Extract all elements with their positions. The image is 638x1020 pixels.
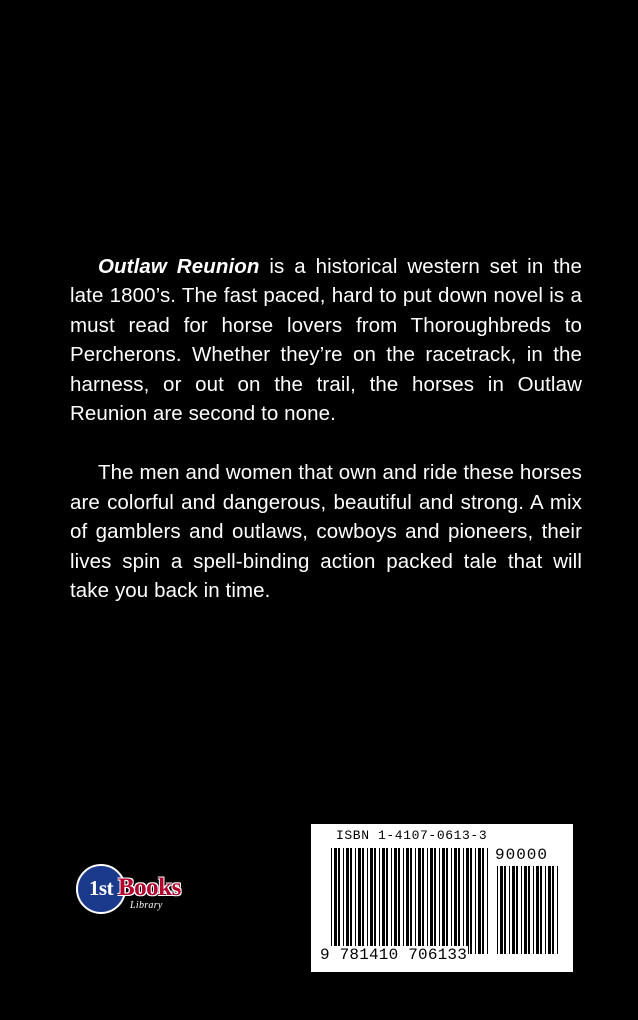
barcode-bar: [338, 848, 340, 954]
barcode-bar: [458, 848, 460, 954]
barcode-bar: [548, 866, 551, 954]
barcode-bar: [418, 848, 421, 954]
barcode-bar: [427, 848, 428, 954]
blurb-paragraph-1-text: is a historical western set in the late 1800’s. The fast paced, hard to put down novel is a must read for horse lovers from Thoroughbreds to Percherons. Whether they’re on the racetrack, in the harness, or out on the trail, the horses in Outlaw Reunion are second to none.: [70, 255, 582, 426]
barcode-bar: [343, 848, 344, 954]
barcode-bar: [331, 848, 332, 954]
barcode-bar: [540, 866, 542, 954]
barcode-bar: [533, 866, 534, 954]
barcode-bar: [516, 866, 518, 954]
barcode-bar: [487, 848, 488, 954]
logo-number: 1st: [88, 876, 114, 900]
publisher-logo: [72, 864, 192, 920]
barcode-bar: [434, 848, 436, 954]
barcode-bar: [504, 866, 506, 954]
barcode-bar: [382, 848, 385, 954]
barcode-bar: [482, 848, 484, 954]
barcode-bar: [463, 848, 464, 954]
barcode-bar: [334, 848, 337, 954]
barcode-bar: [403, 848, 404, 954]
barcode-bar: [451, 848, 452, 954]
barcode-bar: [509, 866, 510, 954]
logo-word: Books: [118, 874, 181, 901]
barcode-addon-number: 90000: [495, 846, 549, 864]
barcode-bar: [521, 866, 522, 954]
barcode-bar: [355, 848, 356, 954]
barcode-bar: [346, 848, 349, 954]
barcode-bar: [410, 848, 412, 954]
barcode-bar: [374, 848, 376, 954]
barcode-addon-icon: [497, 866, 559, 954]
barcode-bar: [557, 866, 558, 954]
barcode-bar: [478, 848, 481, 954]
logo-sub: Library: [130, 900, 163, 911]
barcode-bar: [391, 848, 392, 954]
barcode-bar: [536, 866, 539, 954]
barcode-bar: [497, 866, 498, 954]
blurb-paragraph-2: The men and women that own and ride these horses are colorful and dangerous, beautiful and strong. A mix of gamblers and outlaws, cowboys and pioneers, their lives spin a spell-binding action packed tale that will take you back in time.: [70, 461, 582, 603]
barcode-bar: [362, 848, 364, 954]
barcode-bar: [524, 866, 527, 954]
barcode-panel: [311, 824, 573, 972]
barcode-bar: [379, 848, 380, 954]
blurb-paragraph-1: [70, 252, 582, 428]
barcode-bar: [398, 848, 400, 954]
barcode-bar: [386, 848, 388, 954]
barcode-bar: [475, 848, 476, 954]
barcode-main-icon: [331, 848, 489, 954]
barcode-bar: [466, 848, 469, 954]
barcode-bar: [545, 866, 546, 954]
barcode-bar: [422, 848, 424, 954]
barcode-bar: [512, 866, 515, 954]
ean-number: 9 781410 706133: [320, 946, 468, 964]
barcode-bar: [552, 866, 554, 954]
book-title: Outlaw Reunion: [98, 255, 260, 278]
barcode-bar: [350, 848, 352, 954]
barcode-bar: [394, 848, 397, 954]
book-blurb: [70, 252, 582, 605]
barcode-bar: [439, 848, 440, 954]
barcode-bar: [367, 848, 368, 954]
barcode-bar: [528, 866, 530, 954]
barcode-bar: [358, 848, 361, 954]
barcode-bar: [446, 848, 448, 954]
barcode-bar: [370, 848, 373, 954]
barcode-bar: [454, 848, 457, 954]
barcode-bar: [406, 848, 409, 954]
barcode-bar: [442, 848, 445, 954]
barcode-bar: [430, 848, 433, 954]
isbn-label: ISBN 1-4107-0613-3: [336, 828, 488, 843]
barcode-bar: [415, 848, 416, 954]
barcode-bar: [500, 866, 503, 954]
barcode-bar: [470, 848, 472, 954]
